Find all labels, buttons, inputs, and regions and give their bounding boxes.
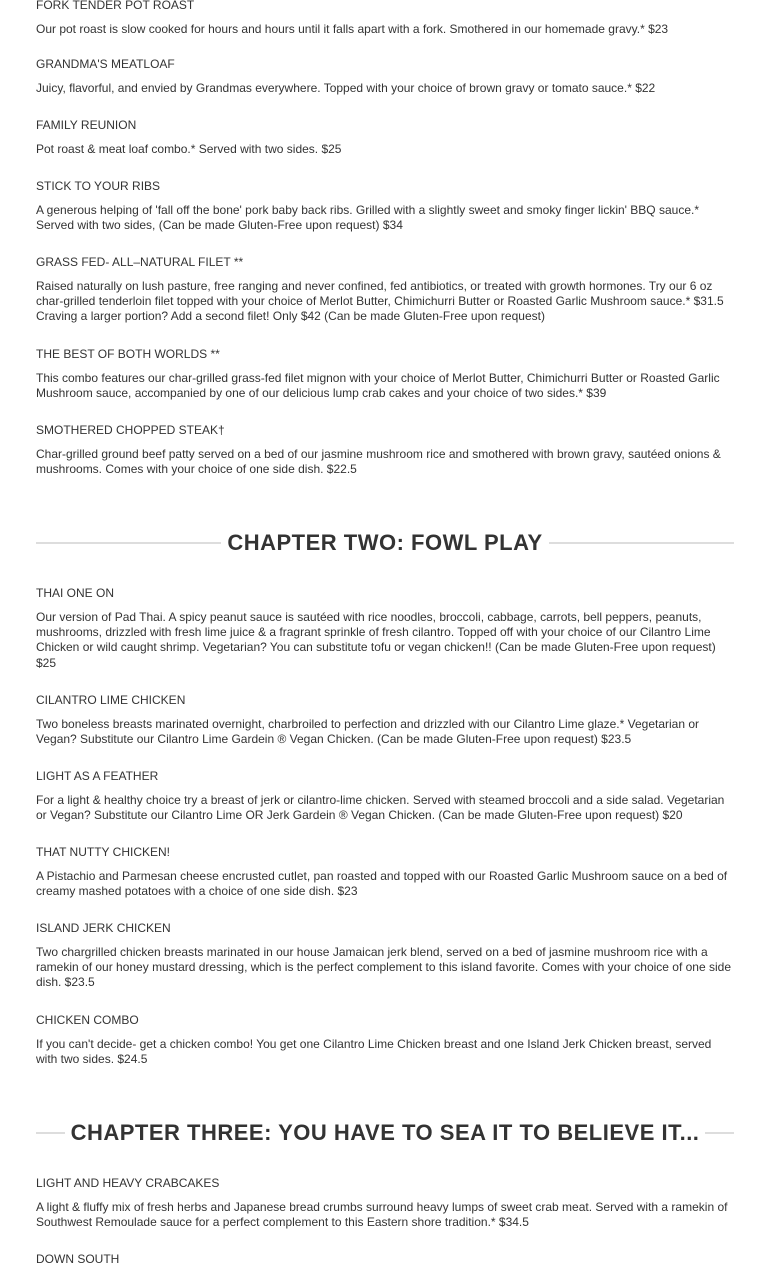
menu-item-name: LIGHT AND HEAVY CRABCAKES xyxy=(36,1176,220,1190)
chapter-title: CHAPTER TWO: FOWL PLAY xyxy=(221,530,548,555)
menu-item xyxy=(36,0,734,36)
menu-item xyxy=(36,255,734,324)
menu-item-name: DOWN SOUTH xyxy=(36,1252,120,1266)
menu-item xyxy=(36,769,734,823)
menu-item xyxy=(36,423,734,477)
menu-item-name: LIGHT AS A FEATHER xyxy=(36,769,159,783)
menu-item xyxy=(36,693,734,747)
menu-item-name: GRANDMA'S MEATLOAF xyxy=(36,57,175,71)
menu-item-description: Juicy, flavorful, and envied by Grandmas everywhere. Topped with your choice of brown gravy or tomato sauce.* $22 xyxy=(36,81,656,95)
menu-item xyxy=(36,57,734,95)
menu-item-name: GRASS FED- ALL–NATURAL FILET ** xyxy=(36,255,244,269)
menu-item-name: FORK TENDER POT ROAST xyxy=(36,0,195,12)
menu-item-name: CILANTRO LIME CHICKEN xyxy=(36,693,186,707)
menu-item-description: A Pistachio and Parmesan cheese encrusted cutlet, pan roasted and topped with our Roasted Garlic Mushroom sauce on a bed of creamy mashed potatoes with a choice of one side dish. $23 xyxy=(36,869,728,899)
menu-item xyxy=(36,347,734,401)
menu-item-description: For a light & healthy choice try a breast of jerk or cilantro-lime chicken. Served with steamed broccoli and a side salad. Vegetarian or Vegan? Substitute our Cilantro Lime OR Jerk Gardein ® Vegan Chicken. (Can be made Gluten-Free upon request) $20 xyxy=(36,793,725,823)
menu-item xyxy=(36,921,734,990)
chapter-title: CHAPTER THREE: YOU HAVE TO SEA IT TO BELIEVE IT... xyxy=(65,1120,706,1145)
chapter-heading xyxy=(36,523,734,563)
menu-item xyxy=(36,118,734,156)
menu-item xyxy=(36,1176,734,1230)
menu-item xyxy=(36,1013,734,1067)
chapter-heading xyxy=(36,1113,734,1153)
menu-item-description: Two boneless breasts marinated overnight, charbroiled to perfection and drizzled with our Cilantro Lime glaze.* Vegetarian or Vegan? Substitute our Cilantro Lime Gardein ® Vegan Chicken. (Can be made Gluten-Free upon request) $23.5 xyxy=(36,717,700,747)
menu-item-name: THAT NUTTY CHICKEN! xyxy=(36,845,171,859)
menu-item-name: THAI ONE ON xyxy=(36,586,115,600)
menu-item-name: ISLAND JERK CHICKEN xyxy=(36,921,171,935)
menu-item-description: If you can't decide- get a chicken combo! You get one Cilantro Lime Chicken breast and one Island Jerk Chicken breast, served with two sides. $24.5 xyxy=(36,1037,712,1067)
menu-item-name: STICK TO YOUR RIBS xyxy=(36,179,161,193)
menu-item-name: SMOTHERED CHOPPED STEAK† xyxy=(36,423,225,437)
menu-item-description: Pot roast & meat loaf combo.* Served with two sides. $25 xyxy=(36,142,342,156)
menu-item-name: CHICKEN COMBO xyxy=(36,1013,139,1027)
menu-item xyxy=(36,1252,734,1267)
menu-item-name: THE BEST OF BOTH WORLDS ** xyxy=(36,347,220,361)
menu-item-description: Raised naturally on lush pasture, free ranging and never confined, fed antibiotics, or treated with growth hormones. Try our 6 oz char-grilled tenderloin filet topped with your choice of Merlot Butter, Chimichurri Butter or Roasted Garlic Mushroom sauce.* $31.5 Craving a larger portion? Add a second filet! Only $42 (Can be made Gluten-Free upon request) xyxy=(36,279,724,324)
menu-item-description: This combo features our char-grilled grass-fed filet mignon with your choice of Merlot Butter, Chimichurri Butter or Roasted Garlic Mushroom sauce, accompanied by one of our delicious lump crab cakes and your choice of two sides.* $39 xyxy=(36,371,720,401)
menu-item-description: A light & fluffy mix of fresh herbs and Japanese bread crumbs surround heavy lumps of sweet crab meat. Served with a ramekin of Southwest Remoulade sauce for a perfect complement to this Eastern shore tradition.* $34.5 xyxy=(36,1200,728,1230)
menu-item-description: Our version of Pad Thai. A spicy peanut sauce is sautéed with rice noodles, broccoli, cabbage, carrots, bell peppers, peanuts, mushrooms, drizzled with fresh lime juice & a fragrant sprinkle of fresh cilantro. Topped off with your choice of our Cilantro Lime Chicken or wild caught shrimp. Vegetarian? You can substitute tofu or vegan chicken!! (Can be made Gluten-Free upon request) $25 xyxy=(36,610,716,670)
menu-item-description: Char-grilled ground beef patty served on a bed of our jasmine mushroom rice and smothered with brown gravy, sautéed onions & mushrooms. Comes with your choice of one side dish. $22.5 xyxy=(36,447,721,477)
menu-item-description: Our pot roast is slow cooked for hours and hours until it falls apart with a fork. Smothered in our homemade gravy.* $23 xyxy=(36,22,669,36)
menu-item-description: A generous helping of 'fall off the bone' pork baby back ribs. Grilled with a slightly sweet and smoky finger lickin' BBQ sauce.* Served with two sides, (Can be made Gluten-Free upon request) $34 xyxy=(36,203,699,233)
menu-item xyxy=(36,179,734,233)
menu-item-description: Two chargrilled chicken breasts marinated in our house Jamaican jerk blend, served on a bed of jasmine mushroom rice with a ramekin of our honey mustard dressing, which is the perfect complement to this island favorite. Comes with your choice of one side dish. $23.5 xyxy=(36,945,731,990)
menu-item xyxy=(36,586,734,670)
menu-item xyxy=(36,845,734,899)
menu-item-name: FAMILY REUNION xyxy=(36,118,137,132)
